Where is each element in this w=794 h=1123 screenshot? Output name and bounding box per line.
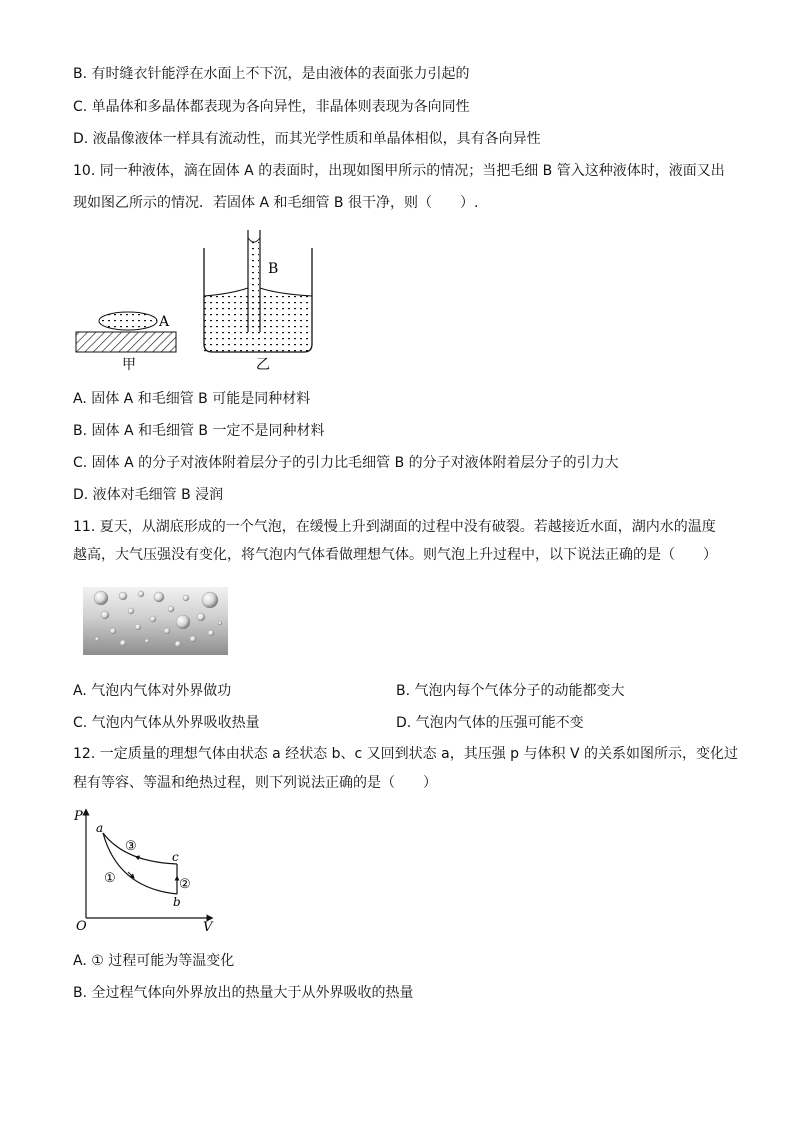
- origin-label: O: [76, 919, 87, 934]
- q10-stem-line1: 10. 同一种液体，滴在固体 A 的表面时，出现如图甲所示的情况；当把毛细 B 管入这种液体时，液面又出: [73, 163, 725, 179]
- q10-option-b: B. 固体 A 和毛细管 B 一定不是同种材料: [73, 423, 325, 439]
- label-b: B: [268, 261, 279, 277]
- q10-stem-line2: 现如图乙所示的情况．若固体 A 和毛细管 B 很干净，则（ ）.: [73, 195, 479, 211]
- p-axis-label: P: [74, 809, 83, 824]
- capillary-liquid: [249, 242, 259, 332]
- q11-stem-line1: 11. 夏天，从湖底形成的一个气泡，在缓慢上升到湖面的过程中没有破裂。若越接近水面，湖内水的温度: [73, 519, 716, 535]
- q11-option-c: C. 气泡内气体从外界吸收热量: [73, 715, 260, 731]
- q11-stem-line2: 越高，大气压强没有变化，将气泡内气体看做理想气体。则气泡上升过程中，以下说法正确的是（ ）: [73, 547, 717, 563]
- capillary-meniscus: [248, 238, 260, 242]
- q10-option-a: A. 固体 A 和毛细管 B 可能是同种材料: [73, 391, 311, 407]
- q11-option-d: D. 气泡内气体的压强可能不变: [396, 715, 584, 731]
- q10-option-c: C. 固体 A 的分子对液体附着层分子的引力比毛细管 B 的分子对液体附着层分子的引力大: [73, 455, 619, 471]
- caption-yi: 乙: [256, 357, 270, 373]
- q12-option-b: B. 全过程气体向外界放出的热量大于从外界吸收的热量: [73, 985, 414, 1001]
- q9-option-b: B. 有时缝衣针能浮在水面上不下沉，是由液体的表面张力引起的: [73, 66, 470, 82]
- q12-stem-line2: 程有等容、等温和绝热过程，则下列说法正确的是（ ）: [73, 775, 437, 791]
- q12-stem-line1: 12. 一定质量的理想气体由状态 a 经状态 b、c 又回到状态 a，其压强 p 与体积 V 的关系如图所示，变化过: [73, 746, 738, 762]
- droplet: [99, 312, 157, 330]
- solid-a-block: [76, 332, 176, 352]
- point-a-label: a: [96, 821, 104, 835]
- bubbles-image: [83, 587, 228, 655]
- q11-option-a: A. 气泡内气体对外界做功: [73, 683, 232, 699]
- q12-pv-graph: [70, 806, 220, 936]
- point-b-label: b: [173, 895, 181, 909]
- q12-option-a: A. ① 过程可能为等温变化: [73, 953, 235, 969]
- process-1-label: ①: [104, 871, 116, 886]
- label-a: A: [159, 314, 170, 330]
- process-2-label: ②: [179, 877, 191, 892]
- q9-option-c: C. 单晶体和多晶体都表现为各向异性，非晶体则表现为各向同性: [73, 99, 470, 115]
- q10-option-d: D. 液体对毛细管 B 浸润: [73, 487, 224, 503]
- process-3-label: ③: [125, 839, 137, 854]
- caption-jia: 甲: [122, 357, 136, 373]
- point-c-label: c: [172, 850, 179, 864]
- q10-figure: [70, 222, 330, 377]
- q11-option-b: B. 气泡内每个气体分子的动能都变大: [396, 683, 625, 699]
- v-axis-label: V: [203, 920, 213, 935]
- q9-option-d: D. 液晶像液体一样具有流动性，而其光学性质和单晶体相似，具有各向异性: [73, 131, 541, 147]
